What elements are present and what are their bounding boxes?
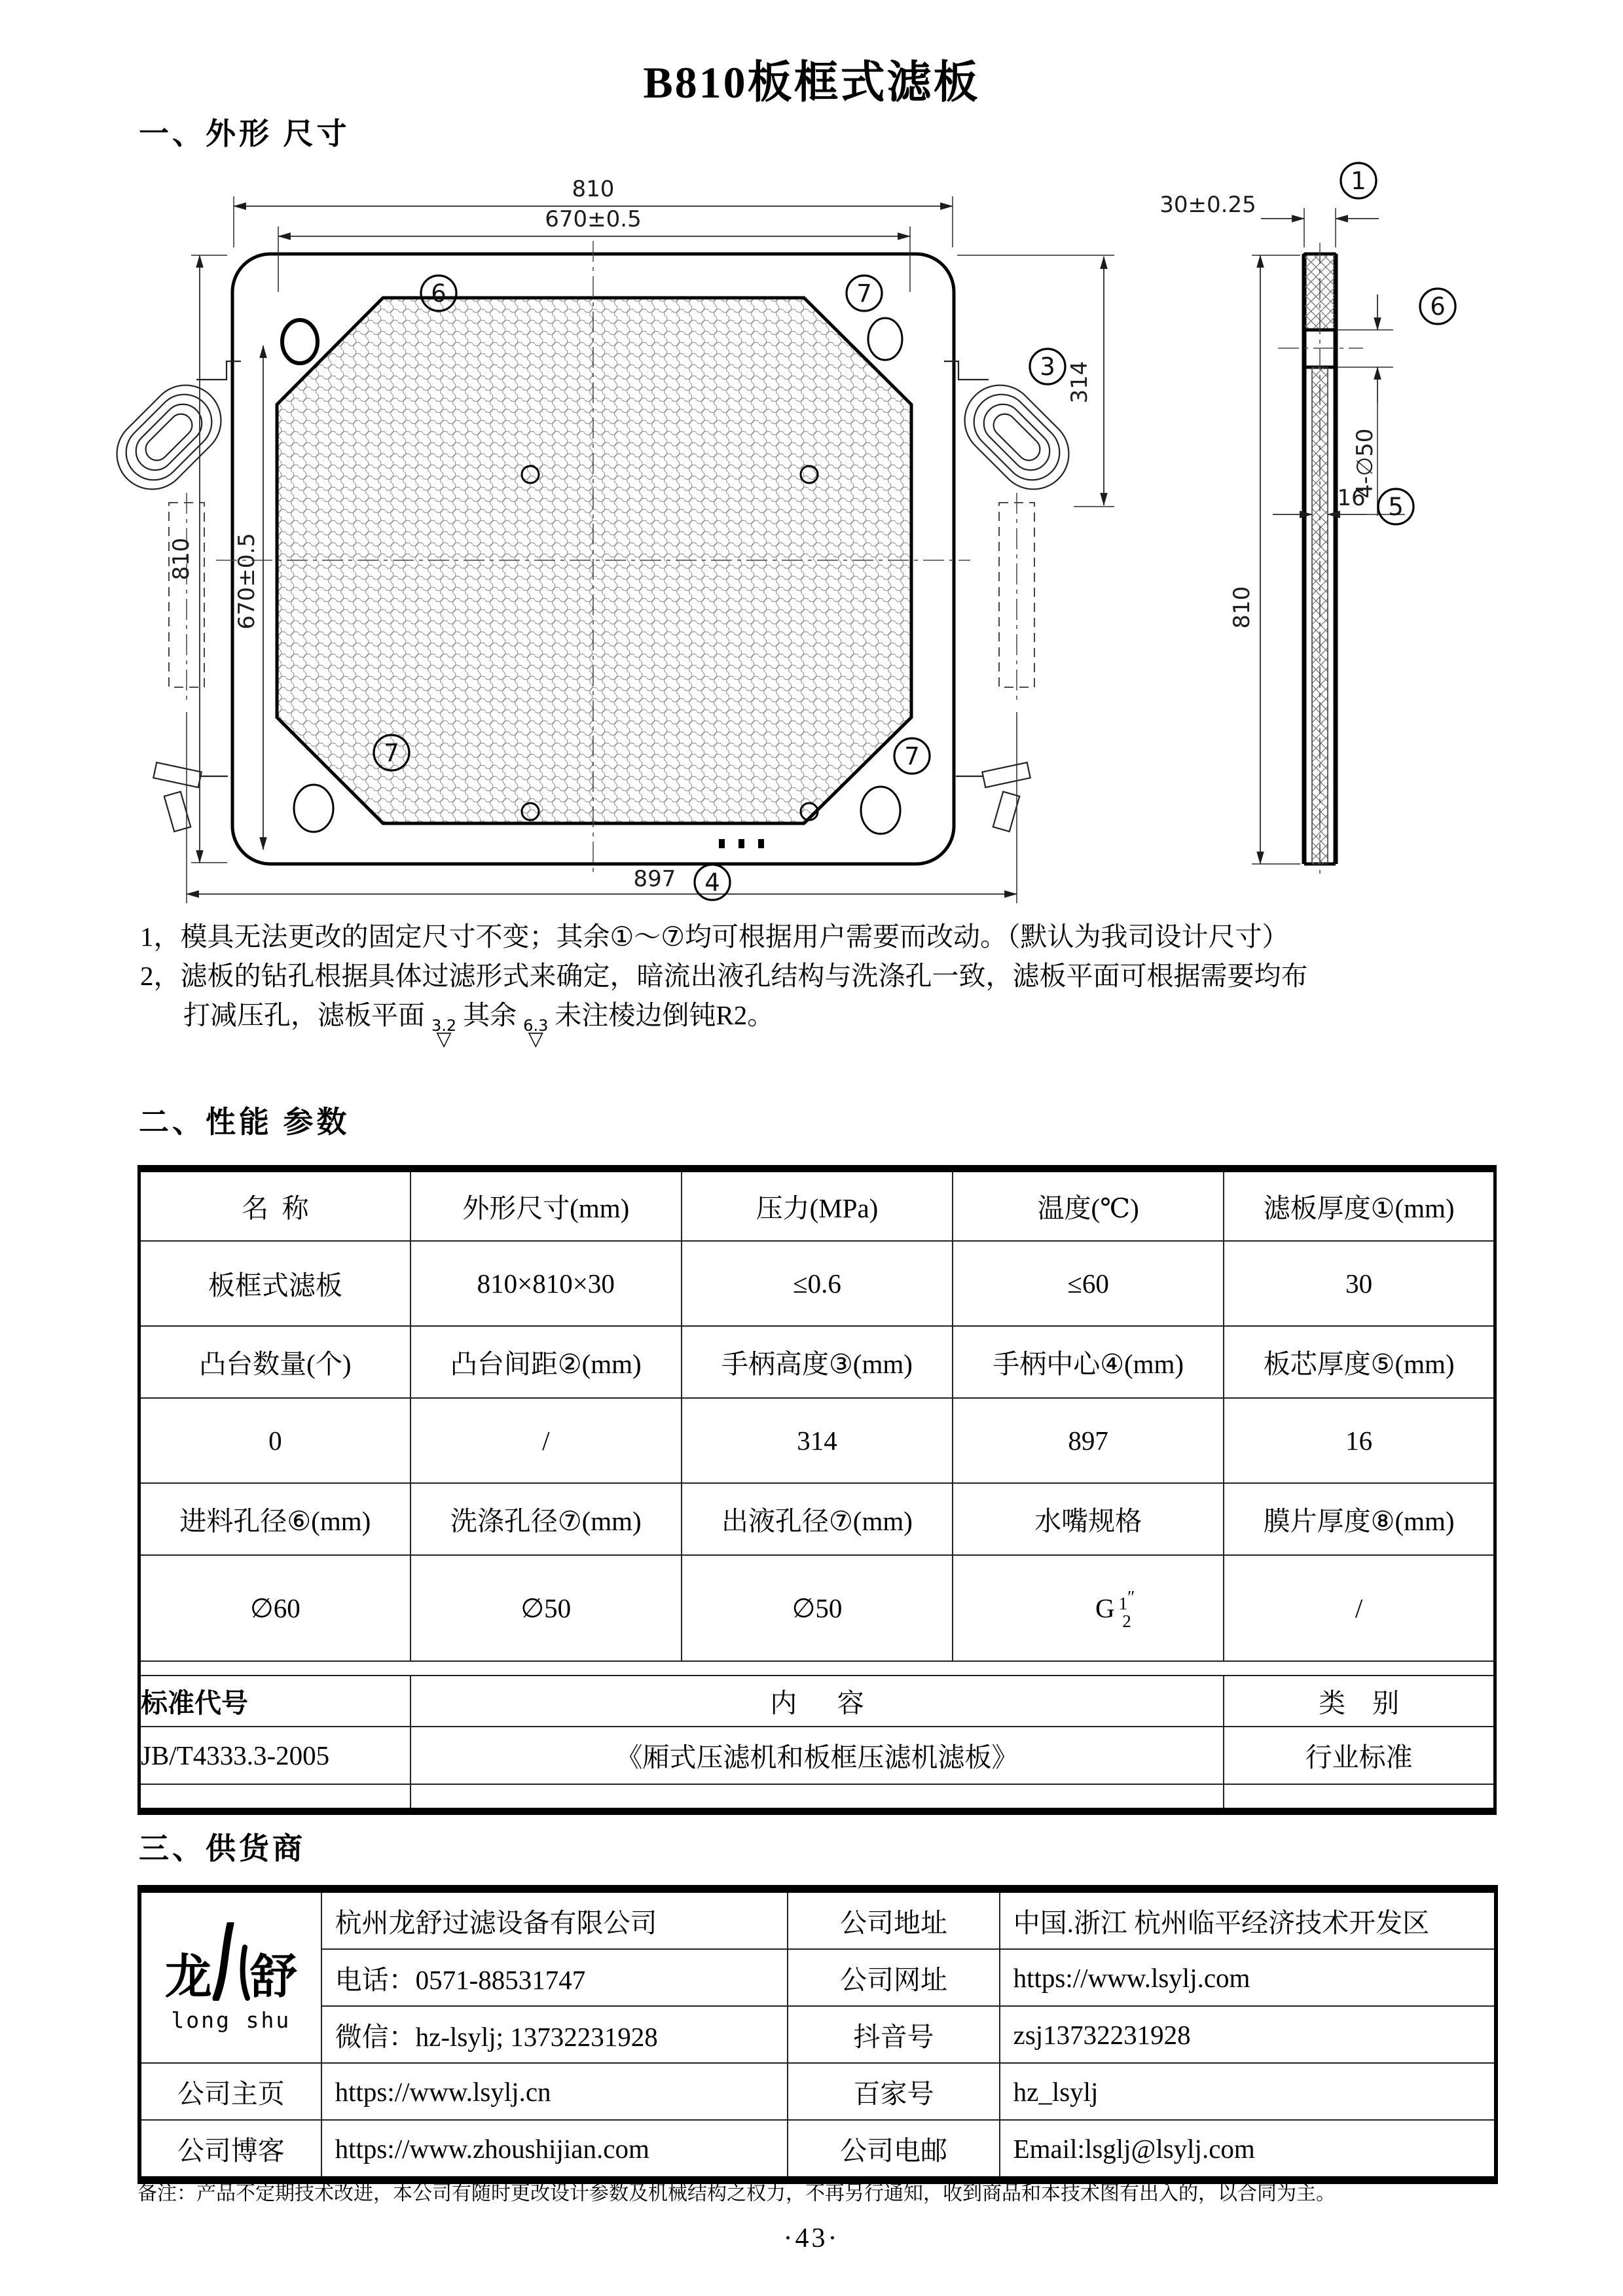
logo-swoosh-icon (212, 1922, 250, 2001)
wash-hole (861, 787, 900, 834)
value-cell: ∅50 (410, 1555, 682, 1661)
std-content-header: 内 容 (410, 1676, 1224, 1727)
bottom-right-fitting (956, 762, 1030, 832)
note-text: 其余 (463, 999, 517, 1030)
header-cell: 洗涤孔径⑦(mm) (410, 1483, 682, 1555)
value-cell: 0 (139, 1398, 410, 1483)
table-row (139, 1483, 1495, 1555)
dim-label: 810 (1229, 586, 1255, 629)
balloon-6 (1420, 289, 1455, 324)
svg-text:7: 7 (856, 279, 872, 308)
dim-feed-holes (1337, 295, 1393, 516)
side-view (1159, 163, 1455, 876)
value-cell: 16 (1224, 1398, 1495, 1483)
table-row (139, 1398, 1495, 1483)
svg-text:6: 6 (1430, 293, 1446, 321)
header-cell: 进料孔径⑥(mm) (139, 1483, 410, 1555)
header-cell: 凸台数量(个) (139, 1326, 410, 1398)
triangle-icon: ▽ (528, 1028, 543, 1050)
svg-text:5: 5 (1388, 493, 1404, 521)
logo-latin: long shu (171, 2007, 291, 2033)
balloon-3 (1030, 349, 1065, 384)
svg-text:7: 7 (904, 742, 920, 770)
note-2-continued (140, 996, 1535, 1048)
dim-label: 810 (168, 537, 194, 581)
table-row (139, 1949, 1496, 2006)
nozzle-g: G (1095, 1592, 1115, 1623)
std-category-value: 行业标准 (1224, 1727, 1495, 1784)
cell-water-nozzle: G 1″ 2 (953, 1555, 1224, 1661)
header-cell: 外形尺寸(mm) (410, 1169, 682, 1241)
std-code-value: JB/T4333.3-2005 (139, 1727, 410, 1784)
header-cell: 水嘴规格 (953, 1483, 1224, 1555)
label-email: 公司电邮 (788, 2120, 999, 2180)
supplier-table (137, 1885, 1498, 2184)
std-category-header: 类 别 (1224, 1676, 1495, 1727)
dim-height-inner (234, 346, 263, 850)
header-cell: 手柄中心④(mm) (953, 1326, 1224, 1398)
header-cell: 出液孔径⑦(mm) (682, 1483, 953, 1555)
table-row (139, 1169, 1495, 1241)
label-homepage: 公司主页 (139, 2063, 321, 2120)
section-heading-dimensions: 一、外形 尺寸 (139, 117, 350, 151)
wash-hole (294, 785, 333, 832)
dim-label: 670±0.5 (234, 533, 260, 630)
label-website: 公司网址 (788, 1949, 999, 2006)
dim-label: 16 (1337, 485, 1366, 511)
dim-label: 30±0.25 (1159, 192, 1256, 218)
note-text: 未注棱边倒钝R2。 (555, 999, 775, 1030)
label-douyin: 抖音号 (788, 2006, 999, 2063)
value-cell: ≤60 (953, 1241, 1224, 1326)
balloon-7 (847, 276, 882, 311)
balloon-7 (894, 738, 930, 774)
header-cell: 压力(MPa) (682, 1169, 953, 1241)
value-douyin: zsj13732231928 (1000, 2006, 1496, 2063)
label-blog: 公司博客 (139, 2120, 321, 2180)
value-cell: 板框式滤板 (139, 1241, 410, 1326)
dim-label: 4-∅50 (1352, 428, 1378, 499)
value-cell: 810×810×30 (410, 1241, 682, 1326)
table-row (139, 1727, 1495, 1784)
section-heading-supplier: 三、供货商 (139, 1832, 306, 1865)
balloon-6 (421, 276, 456, 311)
svg-text:6: 6 (431, 279, 447, 308)
left-handle (102, 361, 241, 702)
dim-core-thickness (1273, 485, 1405, 514)
header-cell: 板芯厚度⑤(mm) (1224, 1326, 1495, 1398)
company-wechat: 微信：hz-lsylj; 13732231928 (321, 2006, 788, 2063)
value-cell: / (410, 1398, 682, 1483)
balloon-4 (695, 865, 730, 900)
table-row (139, 2063, 1496, 2120)
table-row (139, 1326, 1495, 1398)
feed-hole (282, 320, 318, 363)
company-name: 杭州龙舒过滤设备有限公司 (321, 1889, 788, 1949)
dim-label: 810 (572, 176, 615, 202)
svg-text:1: 1 (1351, 167, 1366, 195)
value-cell: ≤0.6 (682, 1241, 953, 1326)
header-cell: 膜片厚度⑧(mm) (1224, 1483, 1495, 1555)
value-cell: ∅50 (682, 1555, 953, 1661)
value-cell: ∅60 (139, 1555, 410, 1661)
label-baijia: 百家号 (788, 2063, 999, 2120)
table-row (139, 1889, 1496, 1949)
std-code-header: 标准代号 (139, 1676, 410, 1727)
table-row (139, 1241, 1495, 1326)
value-cell: 314 (682, 1398, 953, 1483)
value-website: https://www.lsylj.com (1000, 1949, 1496, 2006)
logo-char-left: 龙 (164, 1951, 212, 2003)
note-1: 1，模具无法更改的固定尺寸不变；其余①～⑦均可根据用户需要而改动。（默认为我司设计尺寸） (140, 922, 1289, 952)
section-heading-performance: 二、性能 参数 (139, 1105, 350, 1139)
header-cell: 温度(℃) (953, 1169, 1224, 1241)
dim-width-inner (278, 206, 910, 292)
bottom-left-fitting (153, 762, 228, 832)
header-cell: 名 称 (139, 1169, 410, 1241)
company-phone: 电话：0571-88531747 (321, 1949, 788, 2006)
technical-drawing (0, 149, 1623, 915)
svg-text:3: 3 (1040, 353, 1055, 381)
header-cell: 凸台间距②(mm) (410, 1326, 682, 1398)
table-row (139, 1555, 1495, 1661)
balloon-1 (1341, 163, 1376, 198)
value-cell: 30 (1224, 1241, 1495, 1326)
triangle-icon: ▽ (436, 1028, 452, 1050)
logo-char-right: 舒 (249, 1951, 297, 2003)
performance-table (137, 1165, 1497, 1815)
value-homepage: https://www.lsylj.cn (321, 2063, 788, 2120)
value-address: 中国.浙江 杭州临平经济技术开发区 (1000, 1889, 1496, 1949)
header-cell: 滤板厚度①(mm) (1224, 1169, 1495, 1241)
value-blog: https://www.zhoushijian.com (321, 2120, 788, 2180)
dim-side-height (1229, 255, 1300, 864)
right-handle (944, 361, 1084, 702)
separator-cell (139, 1661, 1495, 1676)
surface-finish-symbol: 3.2 ▽ (431, 1016, 457, 1050)
value-email: Email:lsglj@lsylj.com (1000, 2120, 1496, 2180)
header-cell: 手柄高度③(mm) (682, 1326, 953, 1398)
dim-label: 314 (1067, 361, 1093, 404)
label-address: 公司地址 (788, 1889, 999, 1949)
company-logo (139, 1889, 321, 2063)
empty-row (139, 1784, 1495, 1812)
table-row (139, 2006, 1496, 2063)
std-content-value: 《厢式压滤机和板框压滤机滤板》 (410, 1727, 1224, 1784)
balloon-5 (1378, 489, 1413, 524)
page-title: B810板框式滤板 (643, 58, 980, 107)
front-view (102, 176, 1114, 903)
dim-label: 897 (633, 866, 676, 892)
value-cell: / (1224, 1555, 1495, 1661)
value-cell: 897 (953, 1398, 1224, 1483)
table-row (139, 2120, 1496, 2180)
drain-marks (719, 839, 764, 848)
surface-finish-symbol: 6.3 ▽ (523, 1016, 549, 1050)
drawing-notes (140, 918, 1535, 1048)
dim-label: 670±0.5 (545, 206, 642, 232)
table-row (139, 1676, 1495, 1727)
svg-text:7: 7 (384, 739, 399, 767)
wash-hole (868, 318, 902, 360)
note-2: 2，滤板的钻孔根据具体过滤形式来确定，暗流出液孔结构与洗涤孔一致，滤板平面可根据需要均布 (140, 960, 1308, 991)
dim-thickness (1159, 192, 1379, 247)
value-baijia: hz_lsylj (1000, 2063, 1496, 2120)
svg-text:4: 4 (704, 869, 720, 897)
note-text: 打减压孔，滤板平面 (183, 999, 425, 1030)
separator-row (139, 1661, 1495, 1676)
footer-note: 备注：产品不定期技术改进，本公司有随时更改设计参数及机械结构之权力，不再另行通知，收到商品和本技术图有出入的，以合同为主。 (137, 2183, 1336, 2204)
page-number: ·43· (783, 2223, 840, 2253)
